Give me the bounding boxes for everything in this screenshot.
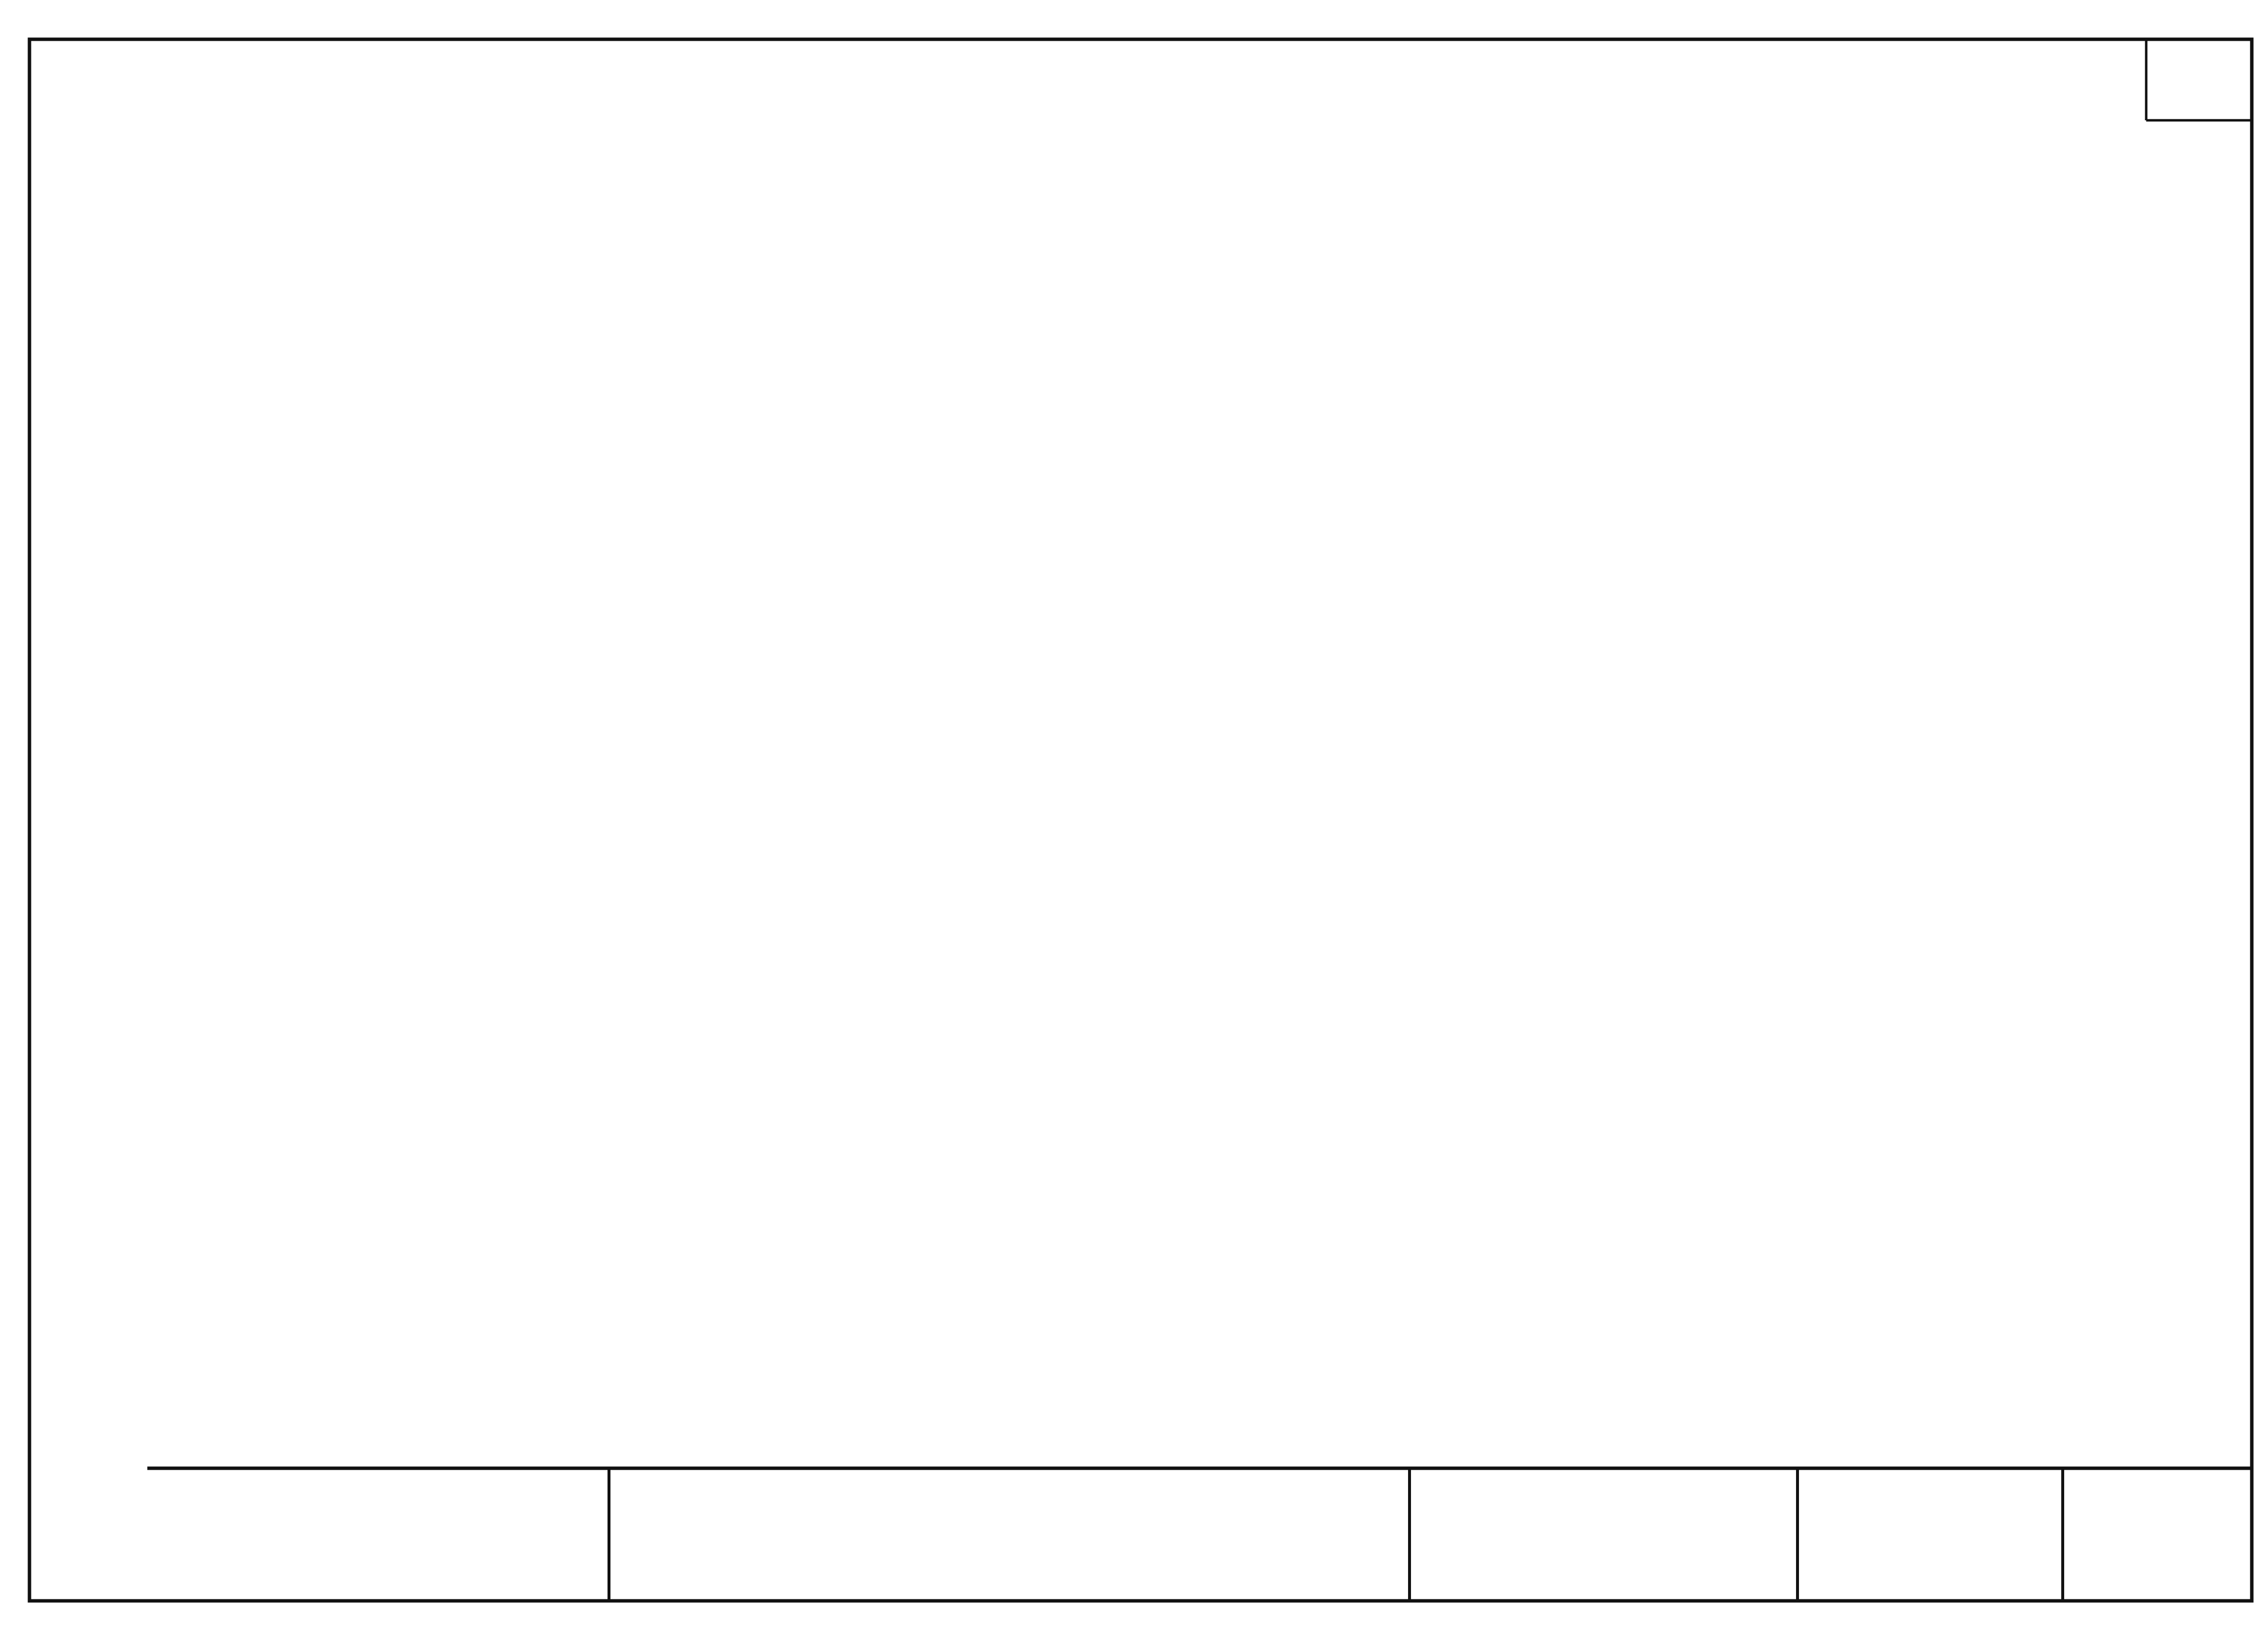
page-number-box [2146,39,2252,120]
outer-frame [29,39,2252,1601]
title-block [147,1468,2252,1601]
